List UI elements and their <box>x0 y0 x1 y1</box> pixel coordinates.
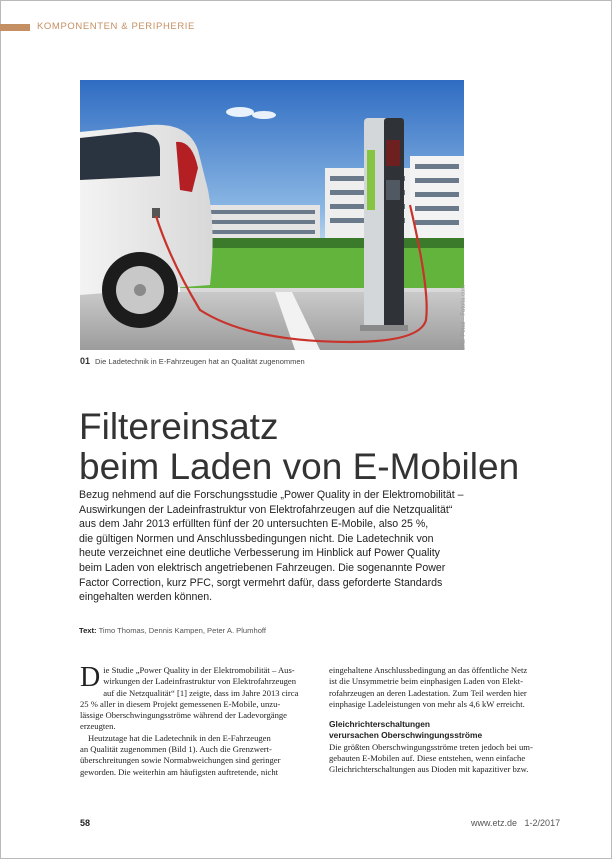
page-number: 58 <box>80 818 91 828</box>
lead-line: aus dem Jahr 2013 erfüllten fünf der 20 untersuchten E-Mobile, also 25 %, <box>79 518 429 531</box>
author-label: Text: <box>79 626 97 635</box>
drop-cap: D <box>80 662 101 693</box>
body-line: auf die Netzqualität“ [1] zeigte, dass im Jahre 2013 circa <box>103 687 299 698</box>
headline-line: beim Laden von E-Mobilen <box>79 446 520 487</box>
body-line: an Qualität zugenommen (Bild 1). Auch die Grenzwert- <box>80 744 272 755</box>
author-names: Timo Thomas, Dennis Kampen, Peter A. Plumhoff <box>98 626 266 635</box>
body-column-1 <box>80 662 312 778</box>
body-line: überschreitungen sowie Normabweichungen sind geringer <box>80 755 281 766</box>
body-line: erzeugten. <box>80 721 116 732</box>
subheading-line: verursachen Oberschwingungsströme <box>329 730 483 741</box>
body-line: gebauten E-Mobilen auf. Diese entstehen, wenn einfache <box>329 753 526 764</box>
lead-line: Bezug nehmend auf die Forschungsstudie „Power Quality in der Elektromobilität – <box>79 489 464 501</box>
charging-station <box>360 118 408 331</box>
footer-publication <box>471 818 560 828</box>
lead-line: Factor Correction, kurz PFC, sorgt vermehrt dafür, dass geforderte Standards <box>79 576 443 589</box>
headline <box>79 407 519 487</box>
body-line: ie Studie „Power Quality in der Elektromobilität – Aus- <box>103 665 295 675</box>
body-line: Gleichrichterschaltungen aus Dioden mit kapazitiver bzw. <box>329 764 529 775</box>
cloud <box>252 111 276 119</box>
footer-issue: 1-2/2017 <box>524 818 561 828</box>
body-line: lässige Oberschwingungsströme während der Ladevorgänge <box>80 710 287 721</box>
lead-line: beim Laden von elektrisch angetriebenen Fahrzeugen. Die sogenannte Power <box>79 561 446 574</box>
headline-line: Filtereinsatz <box>79 406 279 447</box>
body-line: geworden. Die weiterhin am häufigsten auftretende, nicht <box>80 766 279 777</box>
body-line: eingehaltene Anschlussbedingung an das öffentliche Netz <box>329 665 528 675</box>
footer-website: www.etz.de <box>471 818 518 828</box>
body-line: 25 % aller in diesem Projekt gemessenen E-Mobile, unzu- <box>80 698 281 709</box>
cloud <box>226 107 254 117</box>
body-line: Die größten Oberschwingungsströme treten jedoch bei um- <box>329 741 533 752</box>
body-line: wirkungen der Ladeinfrastruktur von Elektrofahrzeugen <box>103 676 297 687</box>
article-photo <box>80 80 464 350</box>
body-line: Heutzutage hat die Ladetechnik in den E-Fahrzeugen <box>88 732 271 743</box>
figure-caption: Die Ladetechnik in E-Fahrzeugen hat an Qualität zugenommen <box>95 357 305 366</box>
lead-line: eingehalten werden können. <box>79 591 213 604</box>
section-label: KOMPONENTEN & PERIPHERIE <box>37 21 195 32</box>
subheading <box>329 719 561 742</box>
body-line: ist die Unsymmetrie beim einphasigen Laden von Elekt- <box>329 676 524 687</box>
section-marker <box>0 24 30 31</box>
body-line: einphasige Ladeleistungen von mehr als 4,6 kW erreicht. <box>329 698 525 709</box>
lead-paragraph <box>79 488 479 605</box>
lead-line: heute verzeichnet eine deutliche Verbesserung im Hinblick auf Power Quality <box>79 547 440 560</box>
lead-line: Auswirkungen der Ladeinfrastruktur von Elektrofahrzeugen auf die Netzqualität“ <box>79 503 453 516</box>
author-line <box>79 626 266 635</box>
photo-credit: Bild: Petair - Fotolia.com <box>461 284 467 350</box>
body-column-2 <box>329 665 561 776</box>
body-line: rofahrzeugen an deren Ladestation. Zum Teil werden hier <box>329 687 527 698</box>
subheading-line: Gleichrichterschaltungen <box>329 719 430 730</box>
lead-line: die gültigen Normen und Anschlussbedingungen nicht. Die Ladetechnik von <box>79 532 434 545</box>
figure-number: 01 <box>80 356 91 366</box>
ev-charging-illustration <box>80 80 464 350</box>
